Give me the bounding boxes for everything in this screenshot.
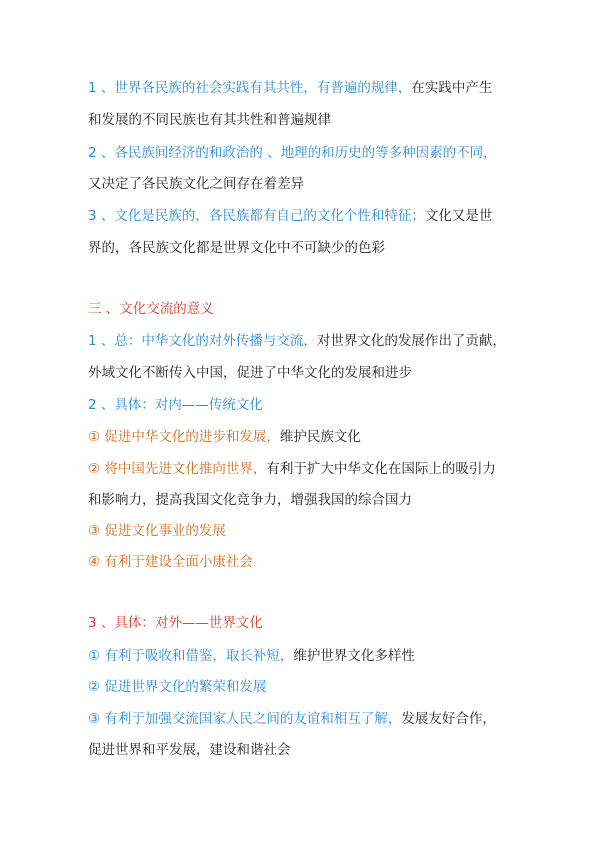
inner-heading: 2 、具体：对内——传统文化 — [88, 397, 263, 413]
paragraph-1-line-2: 和发展的不同民族也有其共性和普遍规律 — [88, 112, 331, 128]
inner-item-2-line-2: 和影响力，提高我国文化竞争力，增强我国的综合国力 — [88, 492, 412, 508]
inner-item-3: ③ 促进文化事业的发展 — [88, 523, 226, 539]
section-3-heading: 三 、文化交流的意义 — [88, 301, 214, 317]
inner-item-4: ④ 有利于建设全面小康社会 — [88, 554, 253, 570]
inner-item-1-orange-text: ① 促进中华文化的进步和发展， — [88, 429, 280, 445]
section-3-para-1-blue-text: 1 、总：中华文化的对外传播与交流， — [88, 333, 317, 349]
section-3-para-1-line-1 — [88, 331, 506, 351]
paragraph-3-blue-text: 3 、文化是民族的，各民族都有自己的文化个性和特征； — [88, 208, 425, 224]
inner-item-2-black-text: 有利于扩大中华文化在国际上的吸引力 — [266, 461, 496, 477]
section-3-para-1-black-text: 对世界文化的发展作出了贡献， — [316, 333, 506, 349]
outer-item-3-line-1 — [88, 709, 496, 729]
inner-item-1-black-text: 维护民族文化 — [279, 429, 361, 445]
outer-item-1-blue-text: ① 有利于吸收和借鉴，取长补短， — [88, 648, 294, 664]
outer-item-3-black-text: 发展友好合作， — [401, 711, 496, 727]
paragraph-1-black-text: 在实践中产生 — [411, 80, 493, 96]
paragraph-2-line-2: 又决定了各民族文化之间存在着差异 — [88, 176, 304, 192]
paragraph-3-line-1 — [88, 206, 492, 226]
section-3-para-1-line-2: 外域文化不断传入中国，促进了中华文化的发展和进步 — [88, 365, 412, 381]
paragraph-1-line-1 — [88, 78, 492, 98]
outer-item-3-line-2: 促进世界和平发展，建设和谐社会 — [88, 742, 291, 758]
outer-item-3-blue-text: ③ 有利于加强交流国家人民之间的友谊和相互了解， — [88, 711, 402, 727]
paragraph-1-blue-text: 1 、世界各民族的社会实践有其共性，有普遍的规律， — [88, 80, 412, 96]
inner-item-2-line-1 — [88, 459, 496, 479]
outer-heading: 3 、具体：对外——世界文化 — [88, 615, 263, 631]
paragraph-2-line-1: 2 、各民族间经济的和政治的 、地理的和历史的等多种因素的不同， — [88, 145, 497, 161]
outer-item-1 — [88, 646, 415, 666]
outer-item-1-black-text: 维护世界文化多样性 — [293, 648, 415, 664]
paragraph-3-black-text: 文化又是世 — [424, 208, 493, 224]
outer-item-2: ② 促进世界文化的繁荣和发展 — [88, 679, 267, 695]
inner-item-1 — [88, 427, 361, 447]
inner-item-2-orange-text: ② 将中国先进文化推向世界， — [88, 461, 267, 477]
paragraph-3-line-2: 界的，各民族文化都是世界文化中不可缺少的色彩 — [88, 240, 385, 256]
